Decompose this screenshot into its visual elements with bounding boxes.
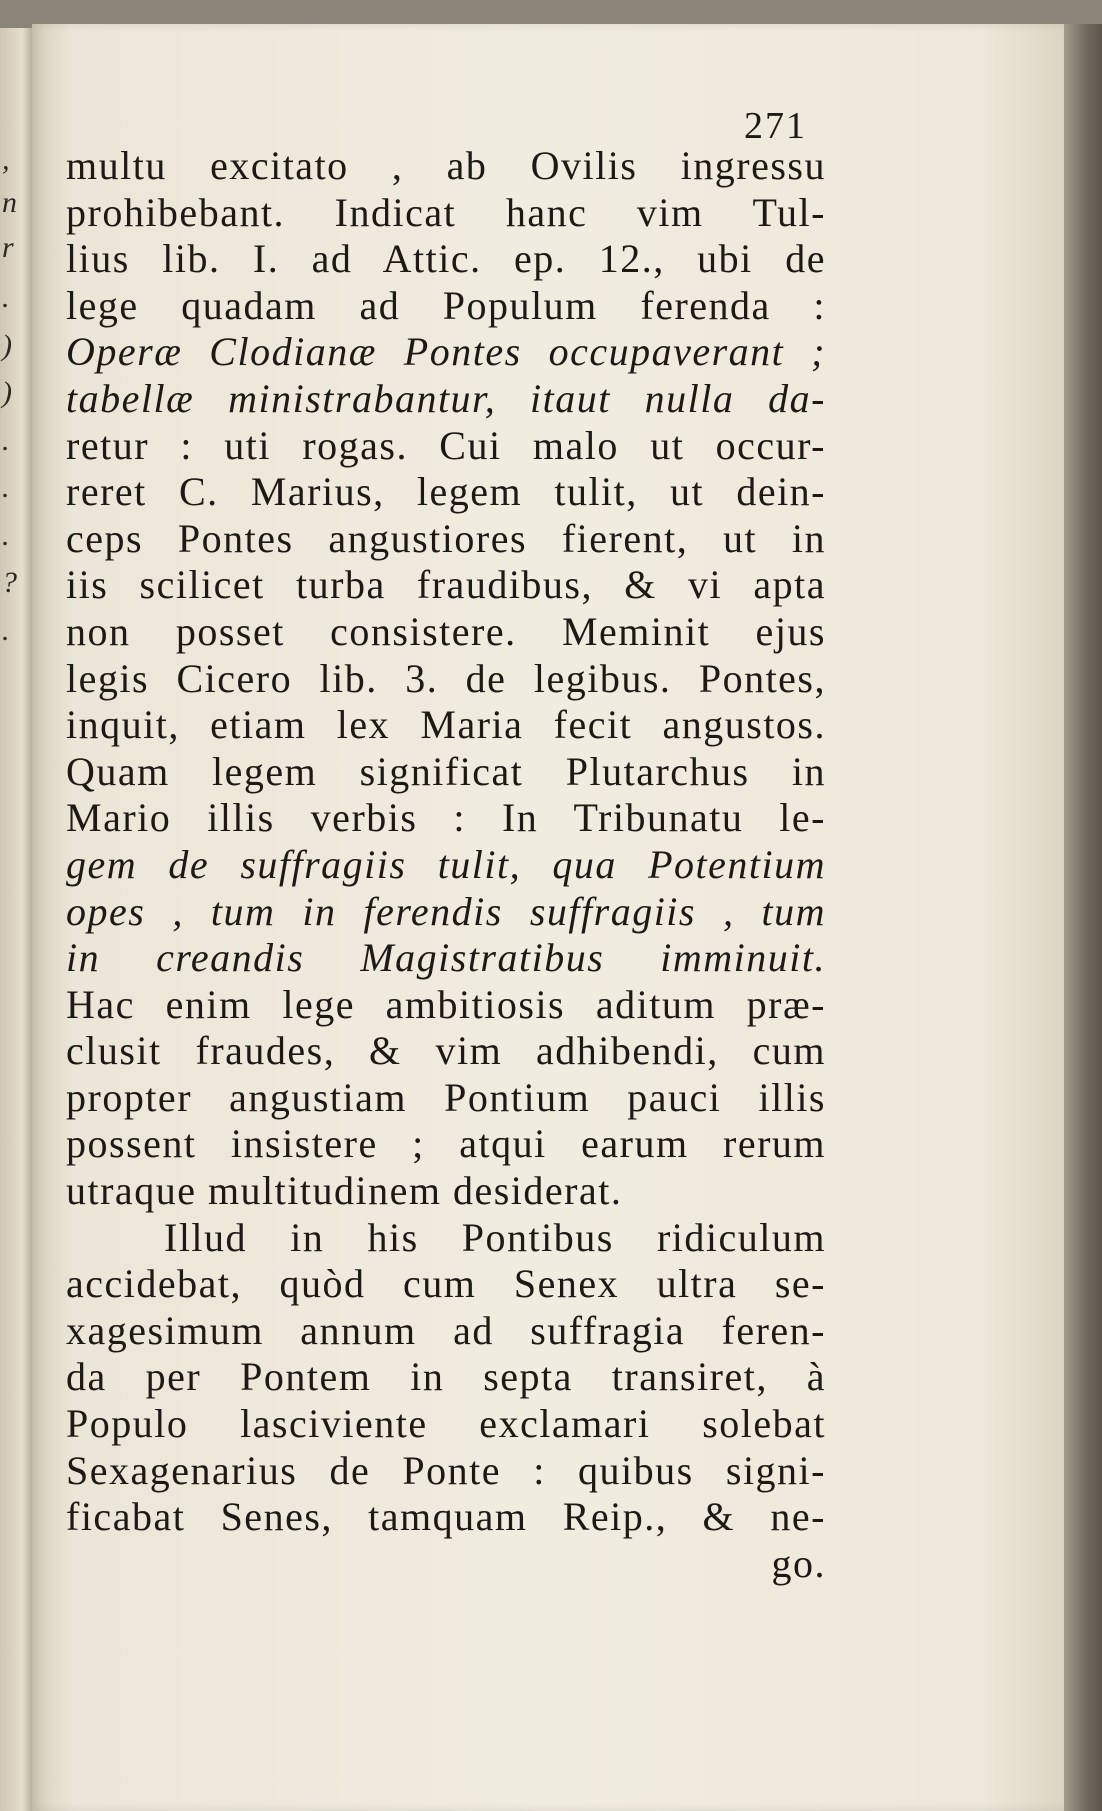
text-line: in creandis Magistratibus imminuit. [66, 935, 826, 981]
text-line: accidebat, quòd cum Senex ultra se- [66, 1261, 826, 1307]
text-line: tabellæ ministrabantur, itaut nulla da- [66, 375, 826, 421]
facing-page-char: ? [2, 566, 17, 599]
facing-page-char: . [2, 281, 10, 314]
text-line: Populo lasciviente exclamari solebat [66, 1401, 826, 1447]
text-line: da per Pontem in septa transiret, à [66, 1354, 826, 1400]
facing-page-char: , [2, 143, 10, 176]
facing-page-char: . [2, 519, 10, 552]
text-line: opes , tum in ferendis suffragiis , tum [66, 888, 826, 934]
text-line: xagesimum annum ad suffragia feren- [66, 1307, 826, 1353]
catchword: go. [771, 1540, 826, 1586]
text-line: ficabat Senes, tamquam Reip., & ne- [66, 1494, 826, 1540]
text-line: possent insistere ; atqui earum rerum [66, 1121, 826, 1167]
page-number: 271 [744, 105, 807, 147]
page-right-edge [1064, 24, 1102, 1811]
facing-page-char: . [2, 614, 10, 647]
facing-page-char: ) [2, 376, 12, 409]
body-text [66, 143, 826, 1587]
text-line: gem de suffragiis tulit, qua Potentium [66, 841, 826, 887]
text-line: Quam legem significat Plutarchus in [66, 748, 826, 794]
text-line: legis Cicero lib. 3. de legibus. Pontes, [66, 655, 826, 701]
facing-page-char: ) [2, 329, 12, 362]
text-line: inquit, etiam lex Maria fecit angustos. [66, 702, 826, 748]
text-line: multu excitato , ab Ovilis ingressu [66, 143, 826, 188]
text-line: Illud in his Pontibus ridiculum [164, 1214, 826, 1260]
facing-page-edge [0, 28, 33, 1811]
text-line: retur : uti rogas. Cui malo ut occur- [66, 422, 826, 468]
text-line: non posset consistere. Meminit ejus [66, 608, 826, 654]
text-line: ceps Pontes angustiores fierent, ut in [66, 515, 826, 561]
facing-page-char: n [2, 186, 17, 219]
facing-page-char: . [2, 471, 10, 504]
text-line: iis scilicet turba fraudibus, & vi apta [66, 562, 826, 608]
text-line: Mario illis verbis : In Tribunatu le- [66, 795, 826, 841]
facing-page-char: r [2, 231, 14, 264]
text-line: Operæ Clodianæ Pontes occupaverant ; [66, 329, 826, 375]
text-line: prohibebant. Indicat hanc vim Tul- [66, 189, 826, 235]
text-line: utraque multitudinem desiderat. [66, 1168, 623, 1214]
text-line: reret C. Marius, legem tulit, ut dein- [66, 469, 826, 515]
text-line: lege quadam ad Populum ferenda : [66, 282, 826, 328]
facing-page-char: . [2, 424, 10, 457]
text-line: propter angustiam Pontium pauci illis [66, 1074, 826, 1120]
text-line: clusit fraudes, & vim adhibendi, cum [66, 1028, 826, 1074]
text-line: Sexagenarius de Ponte : quibus signi- [66, 1447, 826, 1493]
text-line: Hac enim lege ambitiosis aditum præ- [66, 981, 826, 1027]
text-line: lius lib. I. ad Attic. ep. 12., ubi de [66, 236, 826, 282]
